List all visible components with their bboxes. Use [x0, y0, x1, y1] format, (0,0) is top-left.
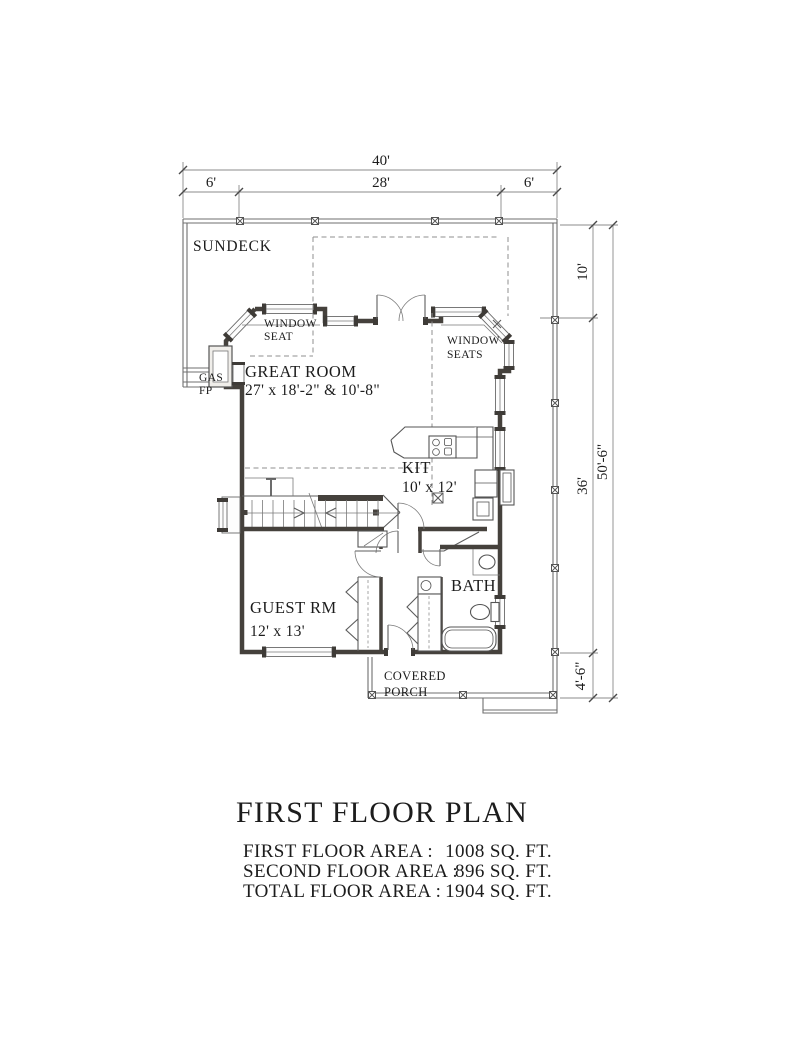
window	[495, 375, 506, 415]
dim-top-seg-mid: 28'	[372, 175, 390, 191]
window	[431, 307, 486, 318]
dim-right-seg-36: 36'	[575, 477, 591, 495]
guest-room-door	[355, 551, 381, 577]
dimension-lines-top	[179, 153, 561, 218]
label-window-seat-1: WINDOW	[264, 318, 317, 330]
label-great-room-dims: 27' x 18'-2" & 10'-8"	[245, 382, 380, 399]
utility-closet	[407, 577, 441, 651]
front-door	[388, 625, 413, 650]
bath-sink	[479, 555, 495, 569]
bathtub	[442, 627, 496, 651]
label-covered-porch-1: COVERED	[384, 669, 446, 683]
dimension-lines-right	[540, 221, 618, 702]
area-row-value: 1904 SQ. FT.	[445, 881, 552, 902]
label-window-seats-1: WINDOW	[447, 335, 500, 347]
label-gas-fp-1: GAS	[199, 372, 224, 384]
deck-bbq-box	[500, 470, 514, 505]
area-row-value: 1008 SQ. FT.	[445, 841, 552, 862]
dim-top-total: 40'	[372, 153, 390, 169]
label-guest-room: GUEST RM	[250, 598, 337, 617]
area-row-label: TOTAL FLOOR AREA :	[243, 881, 442, 902]
label-great-room: GREAT ROOM	[245, 362, 357, 381]
label-kitchen: KIT	[402, 458, 431, 477]
window	[504, 340, 515, 370]
dim-top-seg-right: 6'	[523, 175, 535, 191]
label-guest-room-dims: 12' x 13'	[250, 623, 305, 640]
under-stair-closet	[358, 531, 387, 547]
label-window-seat-2: SEAT	[264, 331, 294, 343]
dim-right-seg-porch: 4'-6"	[573, 661, 589, 691]
area-row-value: 896 SQ. FT.	[455, 861, 552, 882]
bath-fixtures	[407, 549, 500, 651]
dim-right-seg-10: 10'	[575, 263, 591, 281]
label-kitchen-dims: 10' x 12'	[402, 479, 457, 496]
label-sundeck: SUNDECK	[193, 238, 272, 255]
staircase	[242, 478, 400, 531]
window	[323, 316, 358, 327]
area-row-label: FIRST FLOOR AREA :	[243, 841, 434, 862]
label-bath: BATH	[451, 576, 497, 595]
title-block	[236, 796, 552, 902]
area-row-label: SECOND FLOOR AREA :	[243, 861, 459, 882]
dim-right-total: 50'-6"	[595, 443, 611, 481]
label-covered-porch-2: PORCH	[384, 685, 428, 699]
stair-window-box	[217, 497, 240, 533]
refrigerator	[475, 470, 497, 497]
guest-closet	[346, 577, 381, 651]
window	[495, 427, 506, 471]
dim-top-seg-left: 6'	[205, 175, 217, 191]
stove	[429, 436, 456, 458]
french-doors	[377, 295, 425, 321]
window	[262, 647, 336, 658]
toilet	[471, 603, 500, 622]
window	[262, 304, 317, 315]
pantry-cabinet	[473, 498, 493, 520]
page-title: FIRST FLOOR PLAN	[235, 796, 529, 829]
label-gas-fp-2: FP	[199, 385, 213, 397]
stair-hall-door	[398, 503, 424, 529]
label-window-seats-2: SEATS	[447, 349, 483, 361]
